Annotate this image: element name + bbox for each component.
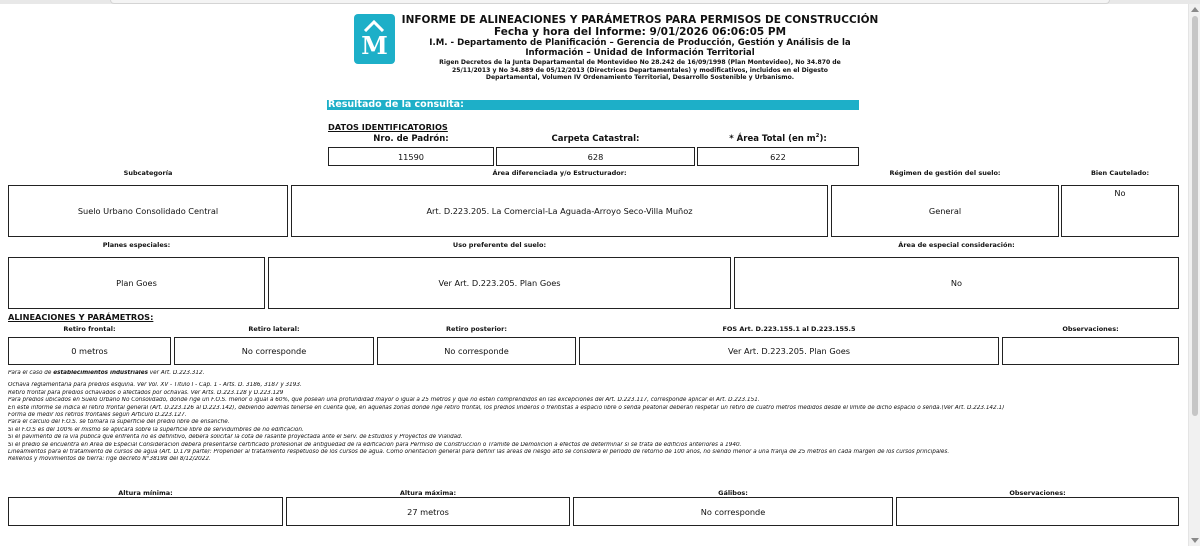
altura-maxima-value: 27 metros xyxy=(286,497,570,526)
altura-maxima-label: Altura máxima: xyxy=(399,489,457,497)
area-especial-value: No xyxy=(734,257,1179,309)
note-line: Si el F.O.S es del 100% el mismo se aplicará sobre la superficie libre de servidumbres de no edificación. xyxy=(8,426,304,433)
altura-minima-value xyxy=(8,497,283,526)
decree-line-1: Rigen Decretos de la Junta Departamental de Montevideo No 28.242 de 16/09/1998 (Plan Montevideo), No 34.870 de xyxy=(439,59,841,66)
report-title: INFORME DE ALINEACIONES Y PARÁMETROS PARA PERMISOS DE CONSTRUCCIÓN xyxy=(401,14,879,26)
retiro-posterior-label: Retiro posterior: xyxy=(446,325,507,333)
note-industrial-bold: establecimientos industriales xyxy=(53,370,148,376)
area-total-value: 622 xyxy=(697,147,859,166)
observaciones-label: Observaciones: xyxy=(1062,325,1119,333)
observaciones-value xyxy=(1002,337,1179,365)
fos-label: FOS Art. D.223.155.1 al D.223.155.5 xyxy=(722,325,856,333)
bien-cautelado-value: No xyxy=(1061,185,1179,237)
logo-letter: M xyxy=(361,31,388,60)
area-total-label xyxy=(697,133,859,144)
note-industrial-pre: Para el caso de xyxy=(8,370,54,376)
padron-value: 11590 xyxy=(328,147,494,166)
regimen-label: Régimen de gestión del suelo: xyxy=(889,169,1001,177)
area-total-label-pre: * Área Total (en m xyxy=(729,133,816,144)
galibos-value: No corresponde xyxy=(573,497,893,526)
planes-especiales-value: Plan Goes xyxy=(8,257,265,309)
retiro-frontal-value: 0 metros xyxy=(8,337,171,365)
retiro-lateral-label: Retiro lateral: xyxy=(248,325,300,333)
planes-especiales-label: Planes especiales: xyxy=(102,241,171,249)
decree-notice xyxy=(400,59,880,82)
department-line-2: Información – Unidad de Información Territorial xyxy=(525,47,755,58)
note-industrial xyxy=(8,370,1188,377)
note-line: Si el pavimento de la vía pública que enfrenta no es definitivo, deberá solicitar la cota de rasante proyectada ante el Serv. de Estudios y Proyectos de Vialidad. xyxy=(8,434,463,441)
report-datetime: Fecha y hora del Informe: 9/01/2026 06:06:05 PM xyxy=(493,26,787,38)
note-line: Para el cálculo del F.O.S. se tomará la superficie del predio libre de ensanche. xyxy=(8,419,230,426)
uso-preferente-value: Ver Art. D.223.205. Plan Goes xyxy=(268,257,731,309)
browser-top-bar xyxy=(0,0,1200,4)
note-line: Retiro frontal para predios ochavados o afectados por ochavas. Ver Arts. D.223.128 y D.223.129 xyxy=(8,389,284,396)
report-department xyxy=(400,39,880,59)
altura-minima-label: Altura mínima: xyxy=(118,489,173,497)
carpeta-value: 628 xyxy=(496,147,695,166)
observaciones-alturas-value xyxy=(896,497,1179,526)
note-line: Rellenos y movimientos de tierra: rige decreto N°38198 del 8/12/2022. xyxy=(8,456,211,463)
datos-identificatorios-title: DATOS IDENTIFICATORIOS xyxy=(328,122,448,132)
area-diferenciada-value: Art. D.223.205. La Comercial-La Aguada-Arroyo Seco-Villa Muñoz xyxy=(291,185,828,237)
vertical-scrollbar[interactable] xyxy=(1188,4,1200,546)
scrollbar-thumb[interactable] xyxy=(1192,16,1198,416)
department-line-1: I.M. - Departamento de Planificación – Gerencia de Producción, Gestión y Análisis de la xyxy=(429,38,851,48)
padron-label: Nro. de Padrón: xyxy=(373,134,449,144)
area-especial-label: Área de especial consideración: xyxy=(898,241,1015,249)
decree-line-3: Departamental, Volumen IV Ordenamiento Territorial, Desarrollo Sostenible y Urbanismo. xyxy=(485,74,795,82)
subcategoria-label: Subcategoría xyxy=(123,169,173,177)
galibos-label: Gálibos: xyxy=(718,489,748,497)
bien-cautelado-label: Bien Cautelado: xyxy=(1090,169,1150,177)
carpeta-label: Carpeta Catastral: xyxy=(551,134,640,144)
browser-tab-strip xyxy=(110,0,1110,4)
note-line: En este informe se indica el retiro frontal general (Art. D.223.126 al D.223.142), debiendo además tenerse en cuenta que, en aquellas zonas donde rige retiro frontal, los predios linderos o frentistas a espacio libre o senda peatonal deberán respetar un retiro de cuatro metros medidos desde el límite de dicho espacio o senda.(Ver Art. D.223.142.1) xyxy=(8,404,1005,411)
regimen-value: General xyxy=(831,185,1059,237)
scroll-up-arrow-icon[interactable] xyxy=(1191,7,1199,12)
retiro-posterior-value: No corresponde xyxy=(377,337,576,365)
note-line: Lineamientos para el tratamiento de cursos de agua (Art. D.179 parte): Propender al tratamiento respetuoso de los cursos de agua. Como orientación general para definir las áreas de riesgo alto se considera el período de retorno de 100 años, no siendo menor a una franja de 25 metros en cada margen de los cursos principales. xyxy=(8,449,950,456)
note-industrial-post: ver Art. D.223.312. xyxy=(148,370,205,376)
observaciones-alturas-label: Observaciones: xyxy=(1009,489,1066,497)
result-bar: Resultado de la consulta: xyxy=(327,100,859,110)
regulatory-notes xyxy=(8,370,1188,464)
fos-value: Ver Art. D.223.205. Plan Goes xyxy=(579,337,999,365)
subcategoria-value: Suelo Urbano Consolidado Central xyxy=(8,185,288,237)
uso-preferente-label: Uso preferente del suelo: xyxy=(452,241,547,249)
note-line: Forma de medir los retiros frontales según Artículo D.223.127. xyxy=(8,412,187,419)
note-line: Si el predio se encuentra en Área de Especial Consideración deberá presentarse certificado profesional de antigüedad de la edificación para Permiso de Construcción o Trámite de Demolición a efectos de determinar si se trata de edificios anteriores a 1940. xyxy=(8,441,742,448)
retiro-lateral-value: No corresponde xyxy=(174,337,374,365)
intendencia-logo-icon xyxy=(354,14,395,64)
retiro-frontal-label: Retiro frontal: xyxy=(63,325,116,333)
alineaciones-title: ALINEACIONES Y PARÁMETROS: xyxy=(8,312,154,322)
note-line: Para predios ubicados en Suelo Urbano No Consolidado, donde rige un F.O.S. menor o igual a 60%, que posean una profundidad mayor o igual a 25 metros y que no estén comprendidos en las excepciones del Art. D.223.117, corresponde aplicar el Art. D.223.151. xyxy=(8,397,760,404)
note-line: Ochava reglamentaria para predios esquina. Ver Vol. XV - Título I - Cap. 1 - Arts. D. 3186, 3187 y 3193. xyxy=(8,382,302,389)
area-total-label-sup: 2 xyxy=(815,133,820,139)
decree-line-2: 25/11/2013 y No 34.889 de 05/12/2013 (Directrices Departamentales) y modificativos, incluidos en el Digesto xyxy=(452,66,828,74)
scroll-down-arrow-icon[interactable] xyxy=(1191,538,1199,543)
area-total-label-post: ): xyxy=(819,133,827,144)
area-diferenciada-label: Área diferenciada y/o Estructurador: xyxy=(492,169,627,177)
